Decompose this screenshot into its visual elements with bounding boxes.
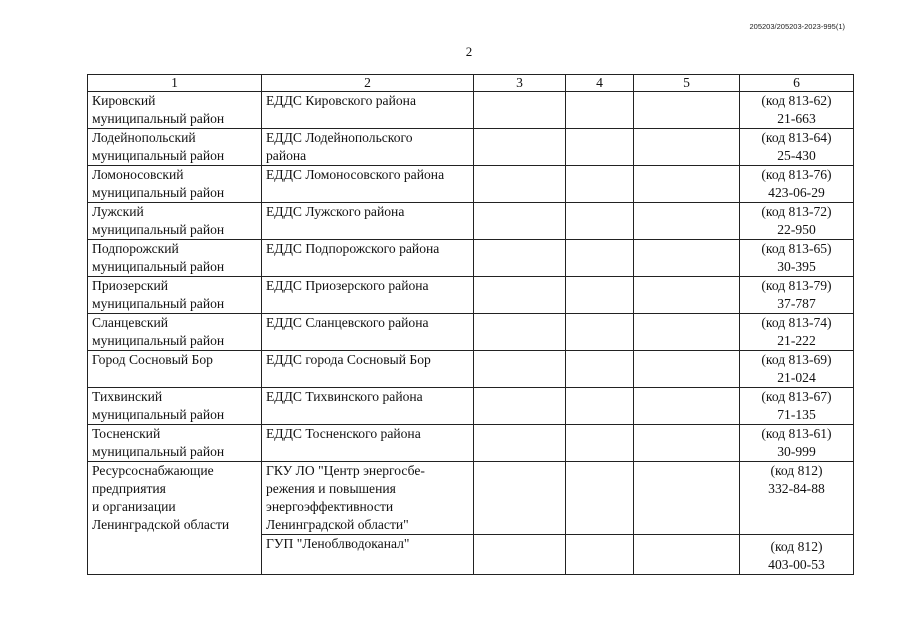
district-cell-line: предприятия [92,481,166,496]
district-cell [88,203,262,240]
district-cell-line: муниципальный район [92,259,225,274]
empty-cell [634,92,740,129]
service-cell [262,462,474,535]
table-row [88,166,854,203]
empty-cell [566,351,634,388]
service-cell-line: ЕДДС Кировского района [266,93,416,108]
empty-cell [474,277,566,314]
contacts-table [87,74,854,575]
empty-cell [566,203,634,240]
column-header: 1 [88,75,262,92]
service-cell-line: режения и повышения [266,481,396,496]
service-cell [262,351,474,388]
contact-cell [740,240,854,277]
district-cell [88,351,262,388]
district-cell-line: Лодейнопольский [92,130,196,145]
contact-cell-line: 403-00-53 [768,557,825,572]
service-cell-line: ЕДДС Сланцевского района [266,315,429,330]
empty-cell [634,425,740,462]
page-number: 2 [465,44,473,59]
service-cell [262,166,474,203]
empty-cell [634,314,740,351]
contact-cell-line: (код 813-64) [761,130,832,145]
district-cell [88,129,262,166]
empty-cell [474,92,566,129]
table-row [88,203,854,240]
empty-cell [474,129,566,166]
service-cell [262,425,474,462]
contact-cell-line: 25-430 [777,148,816,163]
empty-cell [634,129,740,166]
district-cell-line: Ресурсоснабжающие [92,463,214,478]
contact-cell [740,462,854,535]
empty-cell [566,314,634,351]
district-cell-line: Ломоносовский [92,167,184,182]
table-row [88,388,854,425]
column-header: 5 [634,75,740,92]
contact-cell-line: 30-999 [777,444,816,459]
service-cell-line: ЕДДС Тосненского района [266,426,421,441]
service-cell [262,388,474,425]
district-cell [88,240,262,277]
district-cell-line: Сланцевский [92,315,168,330]
service-cell-line: района [266,148,307,163]
empty-cell [474,535,566,575]
empty-cell [634,462,740,535]
empty-cell [474,425,566,462]
district-cell-line: Приозерский [92,278,169,293]
table-header-row [88,75,854,92]
service-cell-line: ЕДДС Подпорожского района [266,241,440,256]
service-cell-line: ГКУ ЛО "Центр энергосбе- [266,463,425,478]
service-cell [262,129,474,166]
service-cell-line: Ленинградской области" [266,517,409,532]
table-row [88,462,854,535]
contact-cell-line: (код 813-61) [761,426,832,441]
contact-cell-line: 423-06-29 [768,185,825,200]
contact-cell-line: (код 813-65) [761,241,832,256]
empty-cell [566,277,634,314]
column-header: 4 [566,75,634,92]
district-cell-line: муниципальный район [92,296,225,311]
contact-cell-line: 332-84-88 [768,481,825,496]
empty-cell [566,462,634,535]
contact-cell-line: 22-950 [777,222,816,237]
column-header: 2 [262,75,474,92]
service-cell-line: ЕДДС Тихвинского района [266,389,423,404]
contact-cell-line: (код 813-79) [761,278,832,293]
service-cell-line: ЕДДС Лужского района [266,204,405,219]
column-header: 6 [740,75,854,92]
district-cell [88,166,262,203]
contact-cell-line: 30-395 [777,259,816,274]
district-cell-line: и организации [92,499,176,514]
district-cell-line: муниципальный район [92,444,225,459]
district-cell [88,462,262,575]
contact-cell-line: 71-135 [777,407,816,422]
contact-cell-line: (код 813-69) [761,352,832,367]
service-cell [262,92,474,129]
empty-cell [634,203,740,240]
contact-cell-line: 21-222 [777,333,816,348]
empty-cell [566,388,634,425]
column-header: 3 [474,75,566,92]
district-cell-line: Подпорожский [92,241,179,256]
contact-cell-line: (код 813-72) [761,204,832,219]
contact-cell-line: 37-787 [777,296,816,311]
empty-cell [634,351,740,388]
district-cell-line: Ленинградской области [92,517,230,532]
district-cell [88,92,262,129]
contact-cell-line: 21-024 [777,370,816,385]
table-row [88,240,854,277]
contact-cell-line: (код 813-62) [761,93,832,108]
empty-cell [566,92,634,129]
service-cell-line: ЕДДС города Сосновый Бор [266,352,431,367]
district-cell-line: Лужский [92,204,144,219]
empty-cell [634,277,740,314]
empty-cell [634,240,740,277]
service-cell-line: ГУП "Леноблводоканал" [266,536,410,551]
contact-cell [740,388,854,425]
district-cell [88,388,262,425]
service-cell-line: ЕДДС Лодейнопольского [266,130,413,145]
service-cell [262,240,474,277]
district-cell-line: Кировский [92,93,156,108]
contact-cell-line: (код 812) [770,463,823,478]
district-cell-line: муниципальный район [92,222,225,237]
district-cell [88,425,262,462]
contact-cell-line: (код 813-74) [761,315,832,330]
district-cell-line: Тихвинский [92,389,163,404]
service-cell-line: ЕДДС Приозерского района [266,278,429,293]
contact-cell-line: (код 812) [770,539,823,554]
contact-cell [740,425,854,462]
district-cell-line: муниципальный район [92,185,225,200]
district-cell-line: муниципальный район [92,407,225,422]
district-cell-line: муниципальный район [92,111,225,126]
table-row [88,277,854,314]
empty-cell [566,166,634,203]
contact-cell-line: (код 813-67) [761,389,832,404]
empty-cell [566,425,634,462]
table-row [88,314,854,351]
table-row [88,351,854,388]
contact-cell [740,535,854,575]
empty-cell [474,314,566,351]
empty-cell [474,240,566,277]
empty-cell [566,129,634,166]
service-cell-line: энергоэффективности [266,499,394,514]
service-cell [262,314,474,351]
district-cell [88,314,262,351]
district-cell [88,277,262,314]
contact-cell [740,166,854,203]
district-cell-line: Город Сосновый Бор [92,352,213,367]
district-cell-line: муниципальный район [92,333,225,348]
service-cell-line: ЕДДС Ломоносовского района [266,167,445,182]
table-row [88,425,854,462]
contact-cell-line: (код 813-76) [761,167,832,182]
empty-cell [474,351,566,388]
contact-cell [740,92,854,129]
empty-cell [474,203,566,240]
empty-cell [634,166,740,203]
contact-cell [740,314,854,351]
contact-cell [740,129,854,166]
empty-cell [474,388,566,425]
empty-cell [566,535,634,575]
contact-cell-line: 21-663 [777,111,816,126]
empty-cell [634,388,740,425]
service-cell [262,203,474,240]
service-cell [262,535,474,575]
district-cell-line: муниципальный район [92,148,225,163]
contact-cell [740,277,854,314]
document-id: 205203/205203-2023-995(1) [749,22,845,31]
empty-cell [474,166,566,203]
table-row [88,129,854,166]
service-cell [262,277,474,314]
empty-cell [474,462,566,535]
table-row [88,92,854,129]
contact-cell [740,203,854,240]
empty-cell [634,535,740,575]
district-cell-line: Тосненский [92,426,161,441]
empty-cell [566,240,634,277]
contact-cell [740,351,854,388]
